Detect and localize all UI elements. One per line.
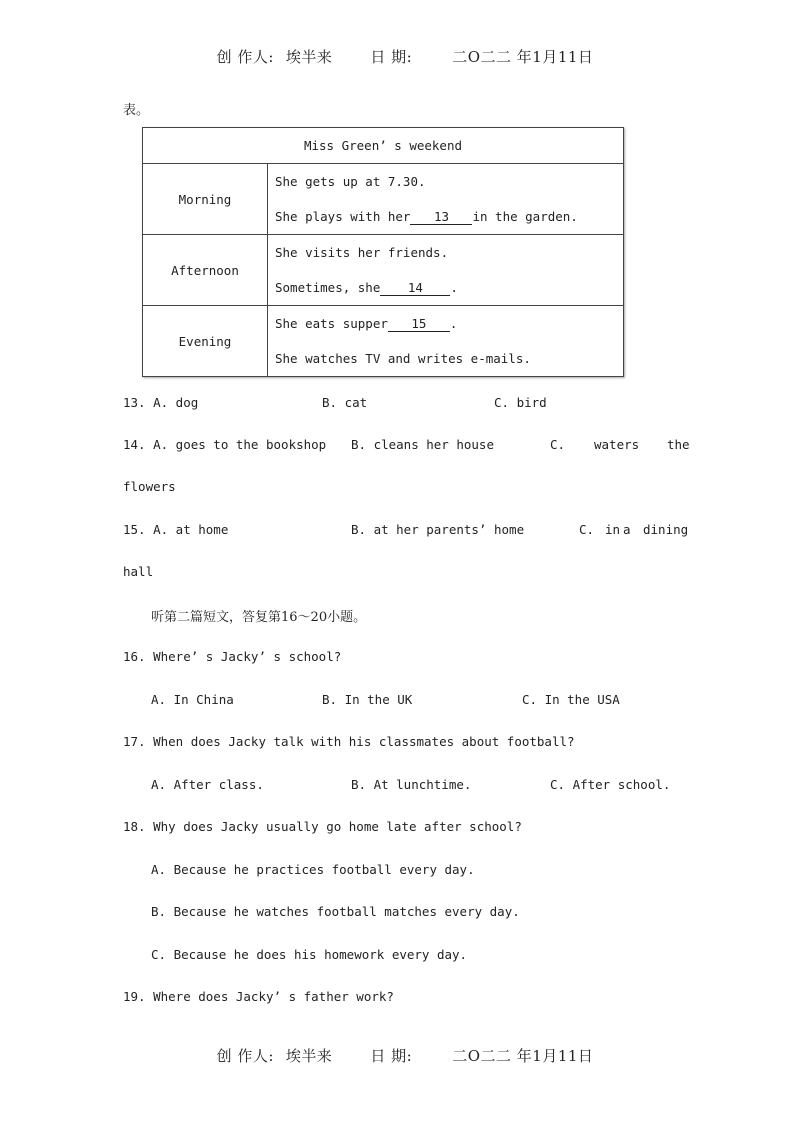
fragment-text: 表。 — [123, 103, 150, 118]
row-label-evening: Evening — [143, 306, 268, 377]
section-instruction: 听第二篇短文，答复第16～20小题。 — [151, 610, 367, 625]
row-line: She plays with her 13 in the garden. — [275, 209, 578, 224]
option-13c: C. bird — [494, 395, 547, 410]
option-15c-word: in — [605, 522, 621, 537]
blank-14: 14 — [380, 281, 450, 296]
row-line: She watches TV and writes e-mails. — [275, 351, 531, 366]
page-footer — [0, 1045, 810, 1066]
blank-15: 15 — [388, 317, 450, 332]
creator-label: 创 作人: — [216, 1047, 274, 1065]
date-label: 日 期: — [370, 1047, 413, 1065]
row-line: She eats supper 15 . — [275, 316, 458, 331]
option-16a: A. In China — [151, 692, 234, 707]
option-14b: B. cleans her house — [351, 437, 494, 452]
weekend-table — [142, 127, 624, 377]
option-15c-continued: hall — [123, 564, 154, 579]
option-15c-word: dining — [643, 522, 689, 537]
question-16-stem: 16. Where’ s Jacky’ s school? — [123, 649, 342, 664]
question-17-stem: 17. When does Jacky talk with his classmates about football? — [123, 734, 575, 749]
option-14c-continued: flowers — [123, 479, 176, 494]
option-15a: 15. A. at home — [123, 522, 229, 537]
option-13a: 13. A. dog — [123, 395, 199, 410]
option-14a: 14. A. goes to the bookshop — [123, 437, 327, 452]
page-header — [0, 46, 810, 67]
option-17b: B. At lunchtime. — [351, 777, 472, 792]
row-line: She gets up at 7.30. — [275, 174, 426, 189]
option-15c-word: a — [623, 522, 631, 537]
creator-label: 创 作人: — [216, 48, 274, 66]
option-17c: C. After school. — [550, 777, 671, 792]
option-14c-word: waters — [594, 437, 640, 452]
option-16b: B. In the UK — [322, 692, 413, 707]
option-16c: C. In the USA — [522, 692, 620, 707]
date-value: 二O二二 年1月11日 — [452, 1047, 594, 1065]
row-content-evening — [268, 306, 624, 377]
table-row — [143, 306, 624, 377]
row-line: She visits her friends. — [275, 245, 449, 260]
date-value: 二O二二 年1月11日 — [452, 48, 594, 66]
row-label-afternoon: Afternoon — [143, 235, 268, 306]
option-13b: B. cat — [322, 395, 368, 410]
question-18-stem: 18. Why does Jacky usually go home late after school? — [123, 819, 522, 834]
date-label: 日 期: — [370, 48, 413, 66]
row-content-morning — [268, 164, 624, 235]
option-15b: B. at her parents’ home — [351, 522, 525, 537]
option-18c: C. Because he does his homework every day. — [151, 947, 468, 962]
table-title: Miss Green’ s weekend — [143, 128, 624, 164]
row-label-morning: Morning — [143, 164, 268, 235]
creator-name: 埃半来 — [285, 48, 333, 66]
blank-13: 13 — [410, 210, 472, 225]
option-18a: A. Because he practices football every day. — [151, 862, 475, 877]
option-17a: A. After class. — [151, 777, 264, 792]
table-row — [143, 235, 624, 306]
creator-name: 埃半来 — [285, 1047, 333, 1065]
question-19-stem: 19. Where does Jacky’ s father work? — [123, 989, 394, 1004]
option-14c-letter: C. — [550, 437, 566, 452]
row-content-afternoon — [268, 235, 624, 306]
table-row — [143, 164, 624, 235]
option-18b: B. Because he watches football matches every day. — [151, 904, 520, 919]
row-line: Sometimes, she 14 . — [275, 280, 458, 295]
option-15c-letter: C. — [579, 522, 595, 537]
option-14c-word: the — [667, 437, 690, 452]
